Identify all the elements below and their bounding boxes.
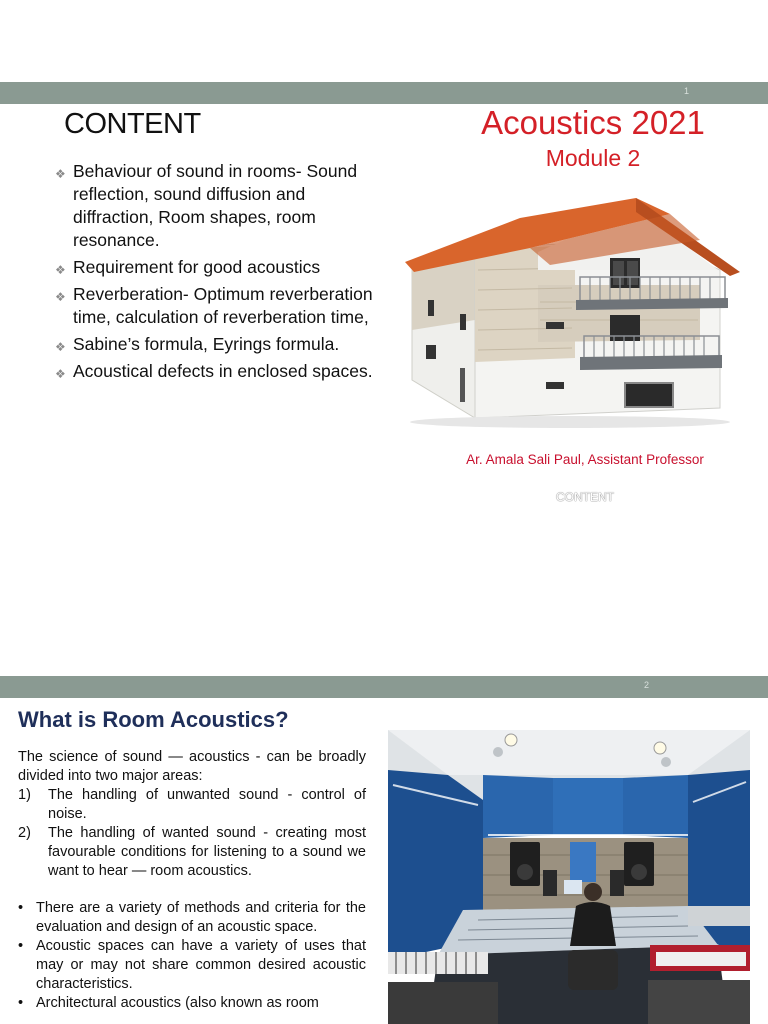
list-item-text: Sabine’s formula, Eyrings formula.: [73, 334, 340, 354]
item-text: The handling of unwanted sound - control of noise.: [48, 787, 366, 822]
list-item-text: There are a variety of methods and criteria for the evaluation and design of an acoustic space.: [36, 900, 366, 935]
slide-1-header-band: [0, 82, 768, 104]
list-item-text: Behaviour of sound in rooms- Sound reflection, sound diffusion and diffraction, Room shapes, room resonance.: [73, 161, 358, 250]
list-item: [55, 360, 385, 383]
diamond-bullet-icon: ❖: [55, 263, 66, 277]
intro-paragraph: The science of sound — acoustics - can be broadly divided into two major areas:: [18, 749, 366, 784]
list-item-text: Reverberation- Optimum reverberation time, calculation of reverberation time,: [73, 284, 373, 327]
list-item-text: Acoustic spaces can have a variety of uses that may or may not share common desired acoustic characteristics.: [36, 938, 366, 992]
diamond-bullet-icon: ❖: [55, 367, 66, 381]
bullet-list: [18, 899, 366, 1013]
bullet-icon: •: [18, 995, 24, 1011]
course-title: Acoustics 2021: [481, 104, 705, 141]
numbered-item: [18, 824, 366, 881]
slide-1-page-number: 1: [684, 86, 690, 96]
diamond-bullet-icon: ❖: [55, 290, 66, 304]
list-item: [18, 899, 366, 937]
list-item: [55, 256, 385, 279]
item-number: 2): [18, 825, 31, 841]
numbered-item: [18, 786, 366, 824]
module-label: Module 2: [545, 145, 641, 171]
list-item: [55, 333, 385, 356]
list-item-text: Requirement for good acoustics: [73, 257, 321, 277]
slide-2-header-band: [0, 676, 768, 698]
slide-2-title: What is Room Acoustics?: [18, 707, 289, 732]
item-text: The handling of wanted sound - creating most favourable conditions for listening to a sound we want to hear — room acoustics.: [48, 825, 366, 879]
house-illustration: [400, 190, 750, 440]
list-item: [55, 160, 385, 252]
diamond-bullet-icon: ❖: [55, 167, 66, 181]
ghost-label: CONTENT: [556, 490, 614, 504]
list-item-text: Acoustical defects in enclosed spaces.: [73, 361, 373, 381]
item-number: 1): [18, 787, 31, 803]
list-item: [55, 283, 385, 329]
slide-1-title: CONTENT: [64, 108, 201, 140]
author-credit: Ar. Amala Sali Paul, Assistant Professor: [466, 452, 704, 467]
list-item: [18, 937, 366, 994]
recording-studio-photo: [388, 730, 750, 1024]
diamond-bullet-icon: ❖: [55, 340, 66, 354]
list-item: [18, 994, 366, 1013]
bullet-icon: •: [18, 900, 24, 916]
content-list: [55, 160, 385, 387]
list-item-text: Architectural acoustics (also known as room: [36, 995, 319, 1011]
slide-2-page-number: 2: [644, 680, 650, 690]
slide-2-body: [18, 748, 366, 1013]
bullet-icon: •: [18, 938, 24, 954]
